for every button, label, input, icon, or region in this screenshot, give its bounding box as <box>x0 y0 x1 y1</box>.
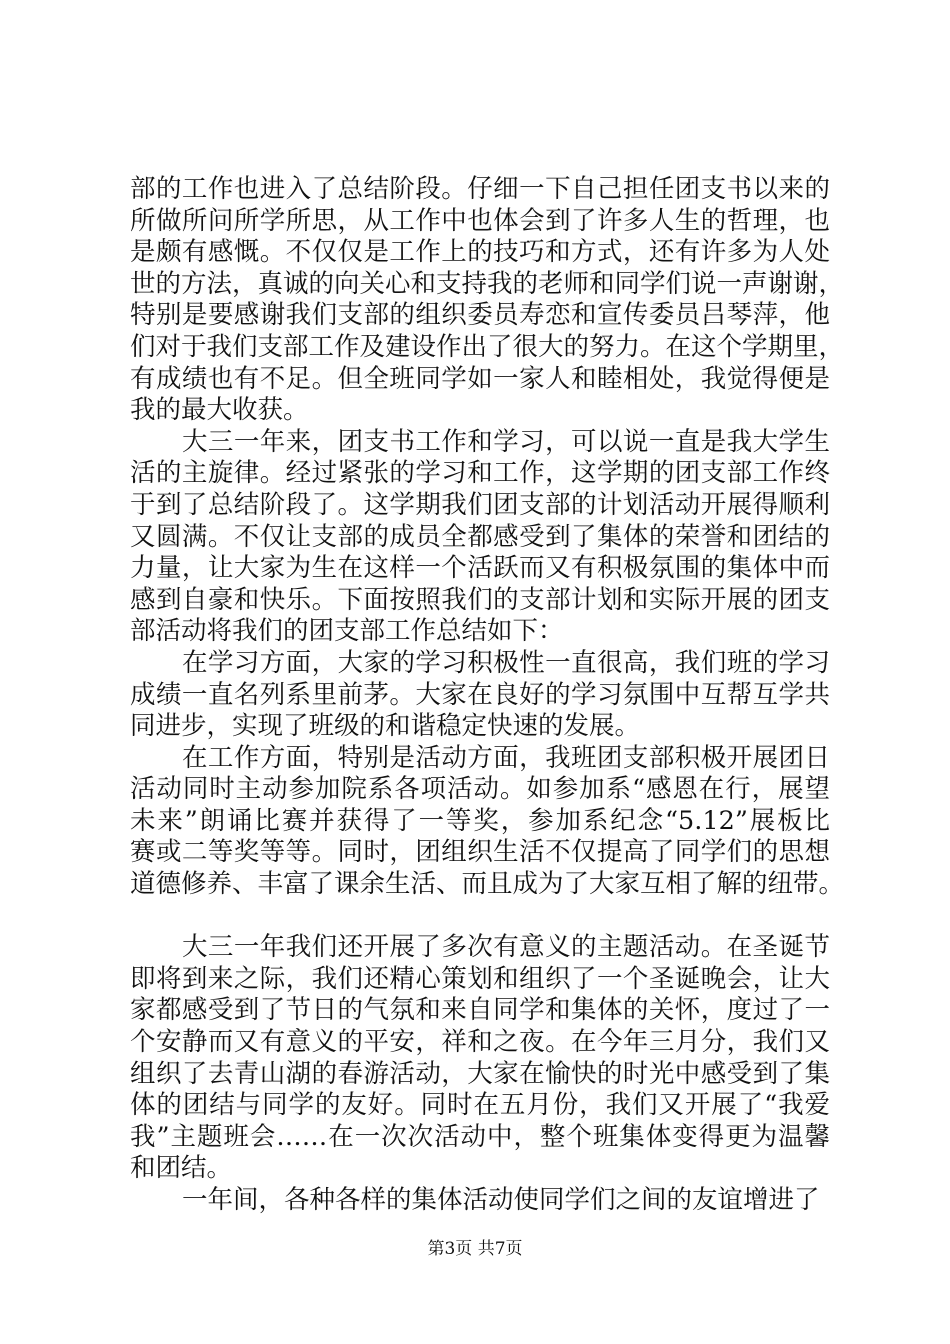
paragraph-line: 世的方法，真诚的向关心和支持我的老师和同学们说一声谢谢， <box>130 268 845 299</box>
paragraph-line: 部活动将我们的团支部工作总结如下： <box>130 616 564 647</box>
paragraph-line: 力量，让大家为生在这样一个活跃而又有积极氛围的集体中而 <box>130 553 830 584</box>
paragraph-line: 感到自豪和快乐。下面按照我们的支部计划和实际开展的团支 <box>130 584 830 615</box>
paragraph-line: 家都感受到了节日的气氛和来自同学和集体的关怀，度过了一 <box>130 995 830 1026</box>
paragraph-line: 在学习方面，大家的学习积极性一直很高，我们班的学习 <box>182 647 830 678</box>
paragraph-line: 同进步，实现了班级的和谐稳定快速的发展。 <box>130 711 641 742</box>
paragraph-line: 活动同时主动参加院系各项活动。如参加系“感恩在行，展望 <box>130 774 830 805</box>
paragraph-line: 未来”朗诵比赛并获得了一等奖，参加系纪念“5.12”展板比 <box>130 805 830 836</box>
paragraph-line: 个安静而又有意义的平安，祥和之夜。在今年三月分，我们又 <box>130 1027 830 1058</box>
paragraph-line: 一年间，各种各样的集体活动使同学们之间的友谊增进了 <box>182 1185 820 1215</box>
paragraph-line: 在工作方面，特别是活动方面，我班团支部积极开展团日 <box>182 742 830 773</box>
paragraph-line: 即将到来之际，我们还精心策划和组织了一个圣诞晚会，让大 <box>130 963 830 994</box>
paragraph-line: 大三一年我们还开展了多次有意义的主题活动。在圣诞节 <box>182 932 830 963</box>
paragraph-line: 们对于我们支部工作及建设作出了很大的努力。在这个学期里， <box>130 331 845 362</box>
paragraph-line: 有成绩也有不足。但全班同学如一家人和睦相处，我觉得便是 <box>130 363 830 394</box>
document-body <box>130 174 845 1217</box>
paragraph-line: 道德修养、丰富了课余生活、而且成为了大家互相了解的纽带。 <box>130 869 845 900</box>
paragraph-line: 我”主题班会……在一次次活动中，整个班集体变得更为温馨 <box>130 1121 830 1152</box>
paragraph-line <box>130 901 830 933</box>
paragraph-line: 所做所问所学所思，从工作中也体会到了许多人生的哲理，也 <box>130 205 830 236</box>
paragraph-line: 大三一年来，团支书工作和学习，可以说一直是我大学生 <box>182 426 830 457</box>
paragraph-line: 活的主旋律。经过紧张的学习和工作，这学期的团支部工作终 <box>130 458 830 489</box>
paragraph-line: 成绩一直名列系里前茅。大家在良好的学习氛围中互帮互学共 <box>130 679 830 710</box>
paragraph-line: 组织了去青山湖的春游活动，大家在愉快的时光中感受到了集 <box>130 1058 830 1089</box>
paragraph-line: 于到了总结阶段了。这学期我们团支部的计划活动开展得顺利 <box>130 489 830 520</box>
paragraph-line: 是颇有感慨。不仅仅是工作上的技巧和方式，还有许多为人处 <box>130 237 830 268</box>
page-footer: 第3页 共7页 <box>427 1239 523 1259</box>
paragraph-line: 我的最大收获。 <box>130 395 309 426</box>
paragraph-line: 部的工作也进入了总结阶段。仔细一下自己担任团支书以来的 <box>130 174 830 204</box>
paragraph-line: 和团结。 <box>130 1153 233 1184</box>
paragraph-line: 体的团结与同学的友好。同时在五月份，我们又开展了“我爱 <box>130 1090 830 1121</box>
paragraph-line: 赛或二等奖等等。同时，团组织生活不仅提高了同学们的思想 <box>130 837 830 868</box>
paragraph-line: 又圆满。不仅让支部的成员全都感受到了集体的荣誉和团结的 <box>130 521 830 552</box>
paragraph-line: 特别是要感谢我们支部的组织委员寿恋和宣传委员吕琴萍，他 <box>130 300 830 331</box>
